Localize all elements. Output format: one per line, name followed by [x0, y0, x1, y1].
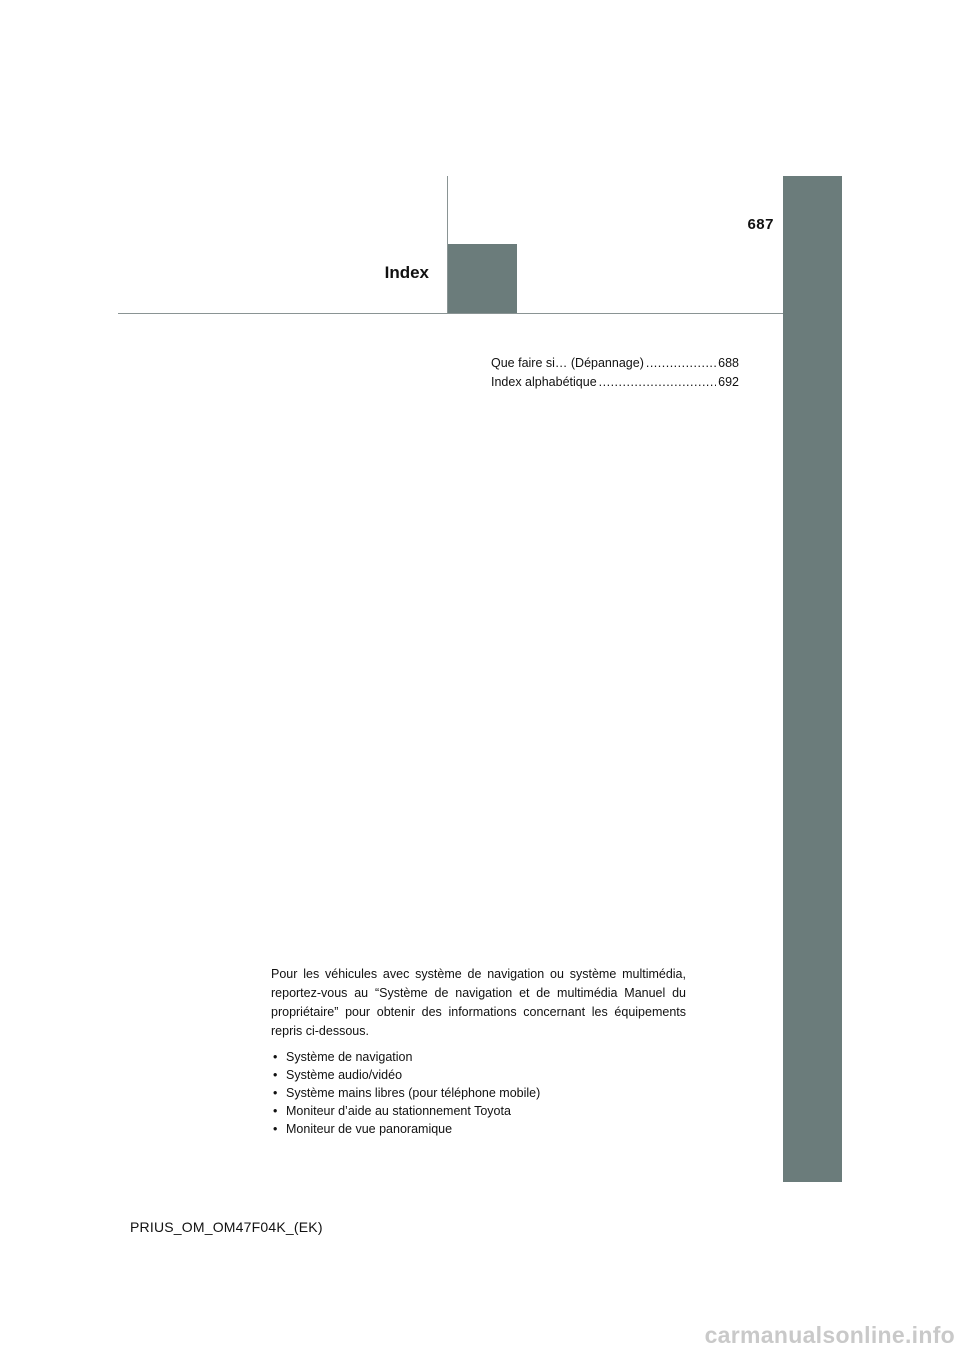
toc-leader-dots: [646, 354, 716, 373]
list-item-text: Système de navigation: [286, 1050, 413, 1064]
notice-paragraph: Pour les véhicules avec système de navigation ou système multimédia, reportez-vous au “Système de navigation et de multimédia Manuel du propriétaire” pour obtenir des informations concernant les équipements repris ci-dessous.: [271, 967, 686, 1038]
list-item: [271, 1102, 686, 1120]
toc-entry-label: Index alphabétique: [491, 375, 597, 389]
bullet-icon: •: [273, 1068, 278, 1082]
toc-leader-dots: [599, 373, 716, 392]
list-item-text: Moniteur d’aide au stationnement Toyota: [286, 1104, 511, 1118]
list-item-text: Système mains libres (pour téléphone mobile): [286, 1086, 541, 1100]
navigation-notice: [271, 965, 686, 1138]
chapter-marker-block: [448, 244, 517, 314]
bullet-icon: •: [273, 1122, 278, 1136]
bullet-icon: •: [273, 1104, 278, 1118]
toc-entry-alphabetical-index[interactable]: [491, 373, 739, 392]
toc-entry-troubleshooting[interactable]: [491, 354, 739, 373]
list-item: [271, 1066, 686, 1084]
page-number: 687: [747, 216, 774, 233]
site-watermark: carmanualsonline.info: [704, 1322, 955, 1348]
list-item: [271, 1120, 686, 1138]
toc-entry-page: 692: [718, 375, 739, 389]
section-title: Index: [384, 263, 429, 282]
document-code: PRIUS_OM_OM47F04K_(EK): [130, 1219, 323, 1235]
equipment-list: [271, 1048, 686, 1138]
toc-entry-label: Que faire si… (Dépannage): [491, 356, 644, 370]
list-item-text: Moniteur de vue panoramique: [286, 1122, 453, 1136]
chapter-tab: [783, 176, 842, 1182]
bullet-icon: •: [273, 1050, 278, 1064]
toc-entry-page: 688: [718, 356, 739, 370]
list-item-text: Système audio/vidéo: [286, 1068, 403, 1082]
bullet-icon: •: [273, 1086, 278, 1100]
header-horizontal-rule: [118, 313, 783, 314]
list-item: [271, 1048, 686, 1066]
table-of-contents: [491, 354, 739, 392]
list-item: [271, 1084, 686, 1102]
